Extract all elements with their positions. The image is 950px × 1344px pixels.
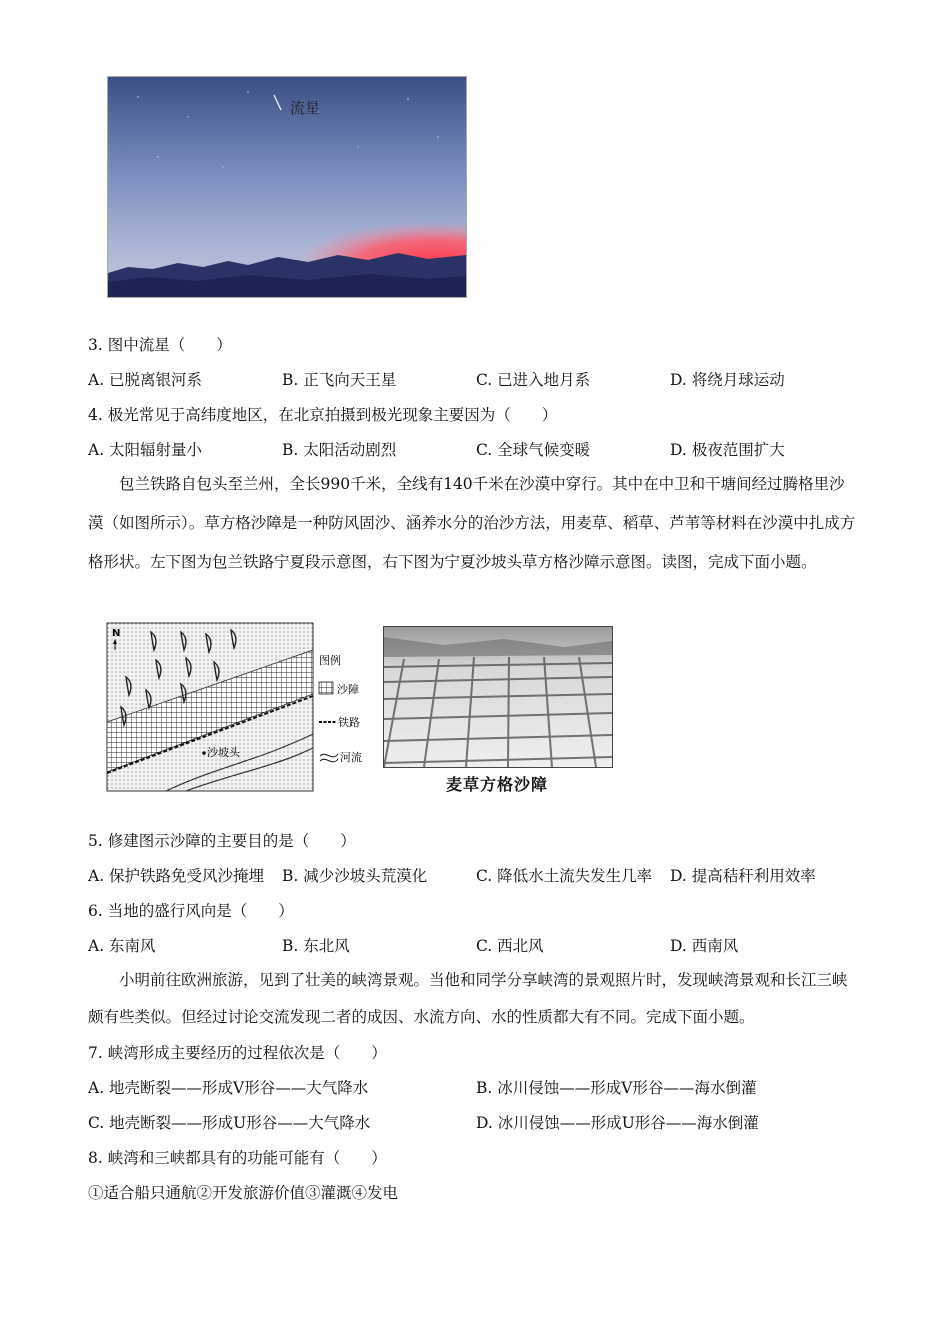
q3-option-d: D. 将绕月球运动	[670, 371, 785, 389]
q5-option-c: C. 降低水土流失发生几率	[476, 867, 653, 885]
meteor-label: 流星	[290, 99, 321, 117]
q3-option-c: C. 已进入地月系	[476, 371, 591, 389]
q8-stem: 8. 峡湾和三峡都具有的功能可能有（ ）	[88, 1149, 387, 1167]
railway-map-figure	[106, 622, 372, 792]
legend-river: 河流	[340, 751, 362, 764]
meteor-aurora-photo	[107, 76, 467, 298]
q7-option-d: D. 冰川侵蚀——形成U形谷——海水倒灌	[476, 1114, 759, 1132]
photo-caption: 麦草方格沙障	[445, 775, 548, 794]
q6-option-c: C. 西北风	[476, 937, 544, 955]
q6-stem: 6. 当地的盛行风向是（ ）	[88, 902, 294, 920]
legend-railway: 铁路	[338, 716, 360, 729]
q7-stem: 7. 峡湾形成主要经历的过程依次是（ ）	[88, 1044, 387, 1062]
passage-baolan-railway: 包兰铁路自包头至兰州，全长990千米，全线有140千米在沙漠中穿行。其中在中卫和干塘间经过腾格里沙漠（如图所示）。草方格沙障是一种防风固沙、涵养水分的治沙方法，用麦草、稻草、芦苇等材料在沙漠中扎成方格形状。左下图为包兰铁路宁夏段示意图，右下图为宁夏沙坡头草方格沙障示意图。读图，完成下面小题。	[88, 475, 856, 571]
q4-option-c: C. 全球气候变暖	[476, 441, 591, 459]
place-shapotou: 沙坡头	[207, 746, 240, 759]
passage-fjord: 小明前往欧洲旅游，见到了壮美的峡湾景观。当他和同学分享峡湾的景观照片时，发现峡湾景观和长江三峡颇有些类似。但经过讨论交流发现二者的成因、水流方向、水的性质都大有不同。完成下面小题。	[88, 971, 848, 1026]
q7-option-a: A. 地壳断裂——形成V形谷——大气降水	[88, 1079, 369, 1097]
q4-option-d: D. 极夜范围扩大	[670, 441, 785, 459]
legend-title: 图例	[319, 654, 341, 667]
q5-option-d: D. 提高秸秆利用效率	[670, 867, 816, 885]
q3-option-b: B. 正飞向天王星	[282, 371, 397, 389]
legend-sand-barrier: 沙障	[337, 683, 359, 696]
q5-option-b: B. 减少沙坡头荒漠化	[282, 867, 428, 885]
north-label: N	[112, 628, 121, 639]
q6-option-b: B. 东北风	[282, 937, 350, 955]
q6-option-d: D. 西南风	[670, 937, 739, 955]
legend-river-icon	[320, 754, 338, 757]
legend-sand-barrier-icon	[319, 682, 333, 694]
q3-option-a: A. 已脱离银河系	[88, 371, 203, 389]
q8-statements: ①适合船只通航②开发旅游价值③灌溉④发电	[88, 1184, 399, 1202]
q4-stem: 4. 极光常见于高纬度地区，在北京拍摄到极光现象主要因为（ ）	[88, 406, 558, 424]
q4-option-b: B. 太阳活动剧烈	[282, 441, 397, 459]
q7-option-c: C. 地壳断裂——形成U形谷——大气降水	[88, 1114, 371, 1132]
straw-checkerboard-photo	[383, 626, 613, 768]
q7-option-b: B. 冰川侵蚀——形成V形谷——海水倒灌	[476, 1079, 757, 1097]
q5-stem: 5. 修建图示沙障的主要目的是（ ）	[88, 832, 356, 850]
q3-stem: 3. 图中流星（ ）	[88, 336, 232, 354]
q5-option-a: A. 保护铁路免受风沙掩埋	[88, 867, 265, 885]
q6-option-a: A. 东南风	[88, 937, 156, 955]
q4-option-a: A. 太阳辐射量小	[88, 441, 203, 459]
